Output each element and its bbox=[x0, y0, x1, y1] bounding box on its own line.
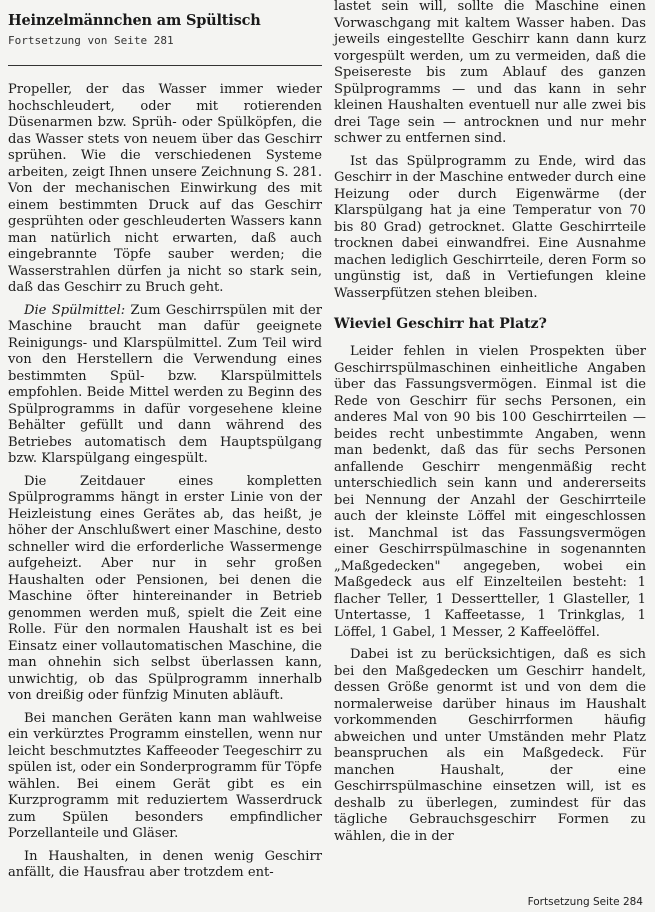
paragraph: In Haushalten, in denen wenig Geschirr anfällt, die Hausfrau aber trotzdem ent- bbox=[8, 848, 322, 880]
paragraph bbox=[8, 303, 322, 468]
article-title: Heinzelmännchen am Spültisch bbox=[8, 12, 261, 29]
paragraph: Leider fehlen in vielen Prospekten über Geschirrspülmaschinen einheitliche Angaben über das Fassungsvermögen. Einmal ist die Rede von Geschirr für sechs Personen, ein anderes Mal von 90 bis 100 Geschirrteilen — beides recht unbestimmte Angaben, wenn man bedenkt, daß das für sechs Personen anfallende Geschirr mengenmäßig recht unterschiedlich sein kann und andererseits bei Nennung der Anzahl der Geschirrteile auch der kleinste Löffel mit eingeschlossen ist. Manchmal ist das Fassungsvermögen einer Geschirrspülmaschine in sogenannten „Maßgedecken" angegeben, wobei ein Maßgedeck aus elf Einzelteilen besteht: 1 flacher Teller, 1 Dessertteller, 1 Glasteller, 1 Untertasse, 1 Kaffeetasse, 1 Trinkglas, 1 Löffel, 1 Gabel, 1 Messer, 2 Kaffeelöffel. bbox=[334, 344, 646, 640]
continuation-from: Fortsetzung von Seite 281 bbox=[8, 34, 174, 47]
paragraph-text: Zum Geschirrspülen mit der Maschine braucht man dafür geeignete Reinigungs- und Klarspülmittel. Zum Teil wird von den Herstellern die Verwendung eines bestimmten Spül- bzw. Klarspülmittels empfohlen. Beide Mittel werden zu Beginn des Spülprogramms in dafür vorgesehene kleine Behälter gefüllt und dann während des Betriebes automatisch dem Hauptspülgang bzw. Klarspülgang eingespült. bbox=[8, 302, 323, 466]
paragraph: Dabei ist zu berücksichtigen, daß es sich bei den Maßgedecken um Geschirr handelt, dessen Größe genormt ist und von dem die normalerweise darüber hinaus im Haushalt vorkommenden Geschirrformen häufig abweichen und unter Umständen mehr Platz beanspruchen als ein Maßgedeck. Für manchen Haushalt, der eine Geschirrspülmaschine einsetzen will, ist es deshalb zu überlegen, zumindest für das tägliche Gebrauchsgeschirr Formen zu wählen, die in der bbox=[334, 647, 646, 844]
paragraph: Propeller, der das Wasser immer wieder hochschleudert, oder mit rotierenden Düsenarmen bzw. Sprüh- oder Spülköpfen, die das Wasser stets von neuem über das Geschirr sprühen. Wie die verschiedenen Systeme arbeiten, zeigt Ihnen unsere Zeichnung S. 281. Von der mechanischen Einwirkung des mit einem bestimmten Druck auf das Geschirr gesprühten oder geschleuderten Wassers kann man natürlich nicht erwarten, daß auch eingebrannte Töpfe sauber werden; die Wasserstrahlen dürfen ja nicht so stark sein, daß das Geschirr zu Bruch geht. bbox=[8, 82, 322, 295]
paragraph: Ist das Spülprogramm zu Ende, wird das Geschirr in der Maschine entweder durch eine Heizung oder durch Eigenwärme (der Klarspülgang hat ja eine Temperatur von 70 bis 80 Grad) getrocknet. Glatte Geschirrteile trocknen dabei einwandfrei. Eine Ausnahme machen lediglich Geschirrteile, deren Form so ungünstig ist, daß in Vertiefungen kleine Wasserpfützen stehen bleiben. bbox=[334, 153, 646, 301]
section-lead: Die Spülmittel: bbox=[24, 302, 126, 318]
section-heading: Wieviel Geschirr hat Platz? bbox=[334, 316, 547, 332]
paragraph: Bei manchen Geräten kann man wahlweise ein verkürztes Programm einstellen, wenn nur leicht beschmutztes Kaffeeoder Teegeschirr zu spülen ist, oder ein Sonderprogramm für Töpfe wählen. Bei einem Gerät gibt es ein Kurzprogramm mit reduziertem Wasserdruck zum Spülen besonders empfindlicher Porzellanteile und Gläser. bbox=[8, 710, 322, 841]
left-column bbox=[8, 0, 322, 888]
paragraph: lastet sein will, sollte die Maschine einen Vorwaschgang mit kaltem Wasser haben. Das jeweils eingestellte Geschirr kann dann kurz vorgespült werden, um zu vermeiden, daß die Speisereste bis zum Ablauf des ganzen Spülprogramms — und das kann in sehr kleinen Haushalten eventuell nur alle zwei bis drei Tage sein — antrocknen und nur mehr schwer zu entfernen sind. bbox=[334, 0, 646, 146]
right-column bbox=[334, 0, 646, 851]
paragraph: Die Zeitdauer eines kompletten Spülprogramms hängt in erster Linie von der Heizleistung eines Gerätes ab, das heißt, je höher der Anschlußwert einer Maschine, desto schneller wird die erforderliche Wassermenge aufgeheizt. Aber nur in sehr großen Haushalten oder Pensionen, bei denen die Maschine öfter hintereinander in Betrieb genommen werden muß, spielt die Zeit eine Rolle. Für den normalen Haushalt ist es bei Einsatz einer vollautomatischen Maschine, die man ohnehin sich selbst überlassen kann, unwichtig, ob das Spülprogramm innerhalb von dreißig oder fünfzig Minuten abläuft. bbox=[8, 473, 322, 703]
continuation-to: Fortsetzung Seite 284 bbox=[527, 896, 643, 908]
divider bbox=[8, 65, 322, 66]
